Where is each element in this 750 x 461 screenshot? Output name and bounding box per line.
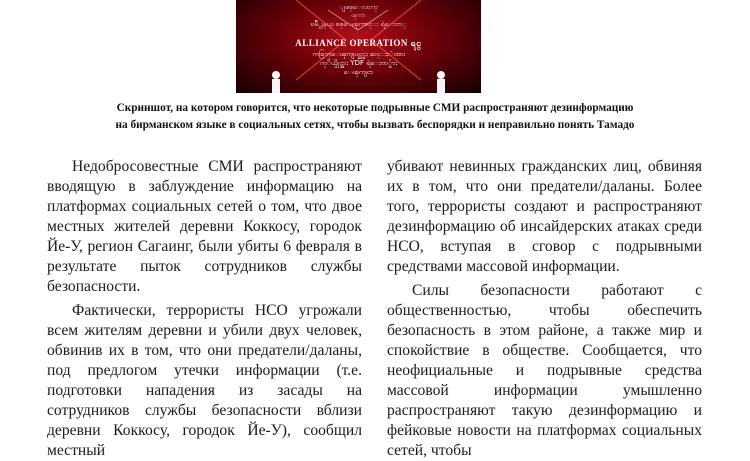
image-caption: Скриншот, на котором говорится, что некоторые подрывные СМИ распространяют дезинформацию на бирманском языке в социальных сетях, чтобы вызвать беспорядки и неправильно понять Тамадо: [115, 102, 635, 131]
paragraph: Недобросовестные СМИ распространяют вводящую в заблуждение информацию на платформах социальных сетей о том, что двое местных жителей деревни Коккосу, городок Йе-У, регион Сагаинг, были убиты 6 февраля в результате пыток сотрудников службы безопасности.: [47, 158, 362, 295]
screenshot-image: [236, 0, 481, 93]
image-text-line: ျဖစ္ေလာက္: [339, 3, 378, 11]
paragraph: Фактически, террористы НСО угрожали всем жителям деревни и убили двух человек, обвинив их в том, что они предатели/даланы, под предлогом утечки информации (т.е. подготовки нападения из засады на сотрудников службы безопасности вблизи деревни Коккосу, городок Йе-У), сообщил местный: [47, 302, 362, 459]
image-text-line: ၿမိဳ႕နယ္ စစ္ေၾကာင္း ရဲေဘာ္: [310, 20, 407, 28]
image-text-line: ေၾကျငာ: [343, 68, 374, 76]
image-text-heading: ALLIANCE OPERATION ရင္: [295, 38, 422, 48]
image-text-line: ၾကာ: [351, 12, 366, 19]
image-text-line: ကုိယ္ပိုင္အား YDF ရဲေဘာ္မ်ား: [319, 59, 398, 67]
right-column: [387, 157, 702, 461]
image-text-line: ကခြက္ေၾကျပင္ဆင္မႈ ဆင္ႏႊဲထား: [312, 50, 405, 58]
left-column: [47, 157, 362, 461]
paragraph: убивают невинных гражданских лиц, обвиняя их в том, что они предатели/даланы. Более того, террористы создают и распространяют дезинформацию об инсайдерских атаках среди НСО, вступая в сговор с подрывными средствами массовой информации.: [387, 158, 702, 275]
paragraph: Силы безопасности работают с общественностью, чтобы обеспечить безопасность в этом районе, а также мир и спокойствие в обществе. Сообщается, что неофициальные и подрывные средства массовой информации умышленно распространяют такую дезинформацию и фейковые новости на платформах социальных сетей, чтобы: [387, 282, 702, 459]
